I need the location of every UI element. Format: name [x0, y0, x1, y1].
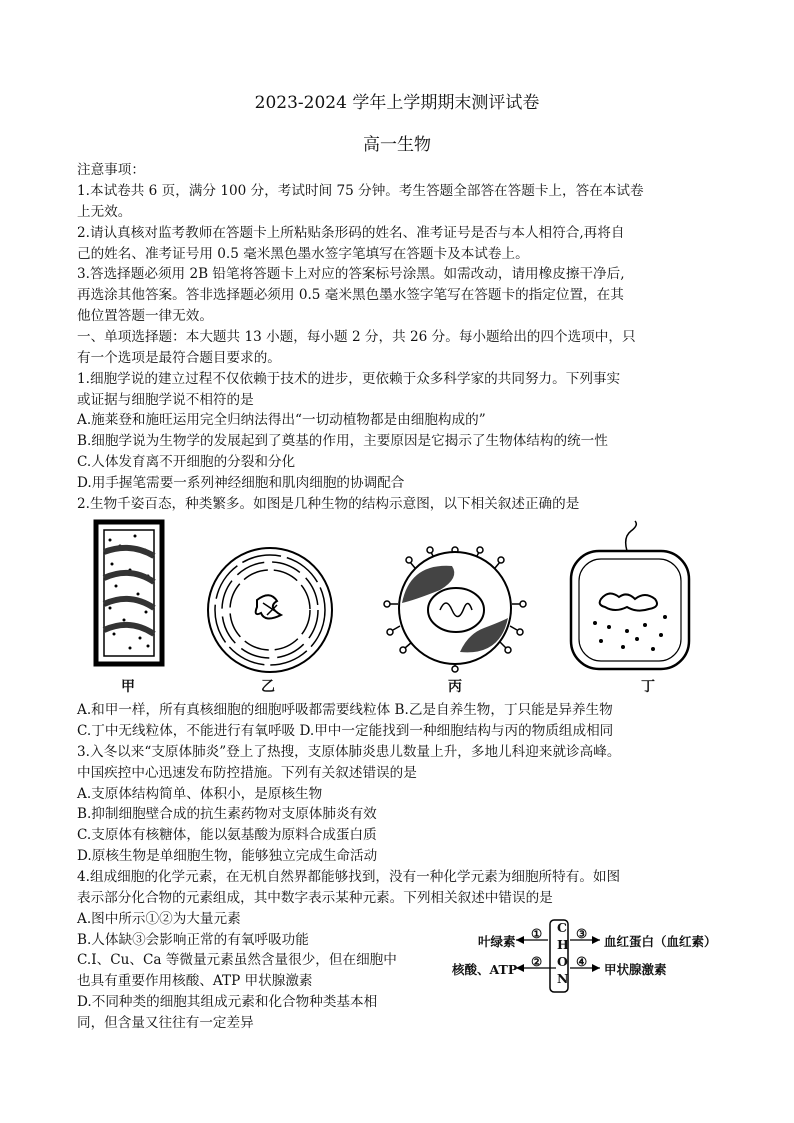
q3-option-a: A.支原体结构简单、体积小，是原核生物 — [77, 786, 323, 802]
notice-line: 2.请认真核对监考教师在答题卡上所粘贴条形码的姓名、准考证号是否与本人相符合,再将自 — [77, 225, 625, 241]
figure-yi-organism — [205, 545, 335, 675]
q4-option-d-cont: 同，但含量又往往有一定差异 — [77, 1015, 254, 1031]
diagram-num-3: ③ — [576, 926, 588, 941]
figure-label-ding: 丁 — [641, 679, 655, 695]
q4-option-c: C.I、Cu、Ca 等微量元素虽然含量很少，但在细胞中 — [77, 952, 397, 968]
q4-option-b: B.人体缺③会影响正常的有氧呼吸功能 — [77, 932, 309, 948]
element-o: O — [557, 954, 568, 969]
diagram-num-1: ① — [531, 926, 543, 941]
figure-ding-cell — [565, 525, 695, 675]
q2-options-ab: A.和甲一样，所有真核细胞的细胞呼吸都需要线粒体 B.乙是自养生物，丁只能是异养生物 — [77, 702, 613, 718]
q1-option-c: C.人体发育离不开细胞的分裂和分化 — [77, 454, 296, 470]
element-n: N — [557, 971, 569, 986]
q3-option-b: B.抑制细胞壁合成的抗生素药物对支原体肺炎有效 — [77, 806, 377, 822]
q4-option-a: A.图中所示①②为大量元素 — [77, 911, 241, 927]
notice-line: 他位置答题一律无效。 — [77, 308, 213, 324]
q1-option-b: B.细胞学说为生物学的发展起到了奠基的作用，主要原因是它揭示了生物体结构的统一性 — [77, 433, 608, 449]
notice-line: 上无效。 — [77, 204, 132, 220]
q3-stem: 3.入冬以来“支原体肺炎”登上了热搜，支原体肺炎患儿数量上升，多地儿科迎来就诊高峰。 — [77, 744, 621, 760]
q3-option-d: D.原核生物是单细胞生物，能够独立完成生命活动 — [77, 848, 378, 864]
q4-stem: 4.组成细胞的化学元素，在无机自然界都能够找到，没有一种化学元素为细胞所特有。如图 — [77, 869, 621, 885]
exam-title: 2023-2024 学年上学期期末测评试卷 — [254, 93, 540, 113]
exam-subject: 高一生物 — [363, 135, 431, 155]
q1-option-d: D.用手握笔需要一系列神经细胞和肌肉细胞的协调配合 — [77, 475, 405, 491]
notice-line: 3.答选择题必须用 2B 铅笔将答题卡上对应的答案标号涂黑。如需改动，请用橡皮擦干净后, — [77, 266, 625, 282]
q3-stem: 中国疾控中心迅速发布防控措施。下列有关叙述错误的是 — [77, 765, 417, 781]
element-h: H — [557, 937, 569, 952]
notice-line: 再选涂其他答案。答非选择题必须用 0.5 毫米黑色墨水签字笔写在答题卡的指定位置，在其 — [77, 287, 624, 303]
q2-stem: 2.生物千姿百态，种类繁多。如图是几种生物的结构示意图，以下相关叙述正确的是 — [77, 496, 580, 512]
element-c: C — [557, 920, 567, 935]
q1-stem: 或证据与细胞学说不相符的是 — [77, 392, 254, 408]
diagram-label-chlorophyll: 叶绿素 — [478, 934, 516, 949]
notice-heading: 注意事项： — [77, 162, 145, 178]
q1-option-a: A.施莱登和施旺运用完全归纳法得出“一切动植物都是由细胞构成的” — [77, 412, 486, 428]
q3-option-c: C.支原体有核糖体，能以氨基酸为原料合成蛋白质 — [77, 827, 377, 843]
figure-label-jia: 甲 — [121, 679, 135, 695]
q2-options-cd: C.丁中无线粒体，不能进行有氧呼吸 D.甲中一定能找到一种细胞结构与丙的物质组成相同 — [77, 723, 614, 739]
diagram-num-2: ② — [531, 954, 543, 969]
section-heading: 一、单项选择题：本大题共 13 小题，每小题 2 分，共 26 分。每小题给出的四个选项中，只 — [77, 329, 636, 345]
diagram-label-hemoglobin: 血红蛋白（血红素） — [604, 934, 717, 949]
element-diagram — [478, 918, 758, 996]
notice-line: 1.本试卷共 6 页，满分 100 分，考试时间 75 分钟。考生答题全部答在答题卡上，答在本试卷 — [77, 183, 644, 199]
q4-option-c-cont: 也具有重要作用核酸、ATP 甲状腺激素 — [77, 973, 313, 989]
notice-line: 己的姓名、准考证号用 0.5 毫米黑色墨水签字笔填写在答题卡及本试卷上。 — [77, 246, 529, 262]
q4-stem: 表示部分化合物的元素组成，其中数字表示某种元素。下列相关叙述中错误的是 — [77, 890, 553, 906]
diagram-label-nucleic-atp: 核酸、ATP — [452, 962, 518, 977]
q1-stem: 1.细胞学说的建立过程不仅依赖于技术的进步，更依赖于众多科学家的共同努力。下列事实 — [77, 371, 621, 387]
figure-label-yi: 乙 — [261, 679, 275, 695]
diagram-label-thyroxine: 甲状腺激素 — [604, 962, 667, 977]
diagram-num-4: ④ — [576, 954, 588, 969]
section-heading: 有一个选项是最符合题目要求的。 — [77, 350, 281, 366]
q4-option-d: D.不同种类的细胞其组成元素和化合物种类基本相 — [77, 994, 378, 1010]
figure-jia-organelle — [90, 520, 170, 670]
figure-label-bing: 丙 — [448, 679, 462, 695]
figure-bing-virus — [380, 548, 530, 674]
